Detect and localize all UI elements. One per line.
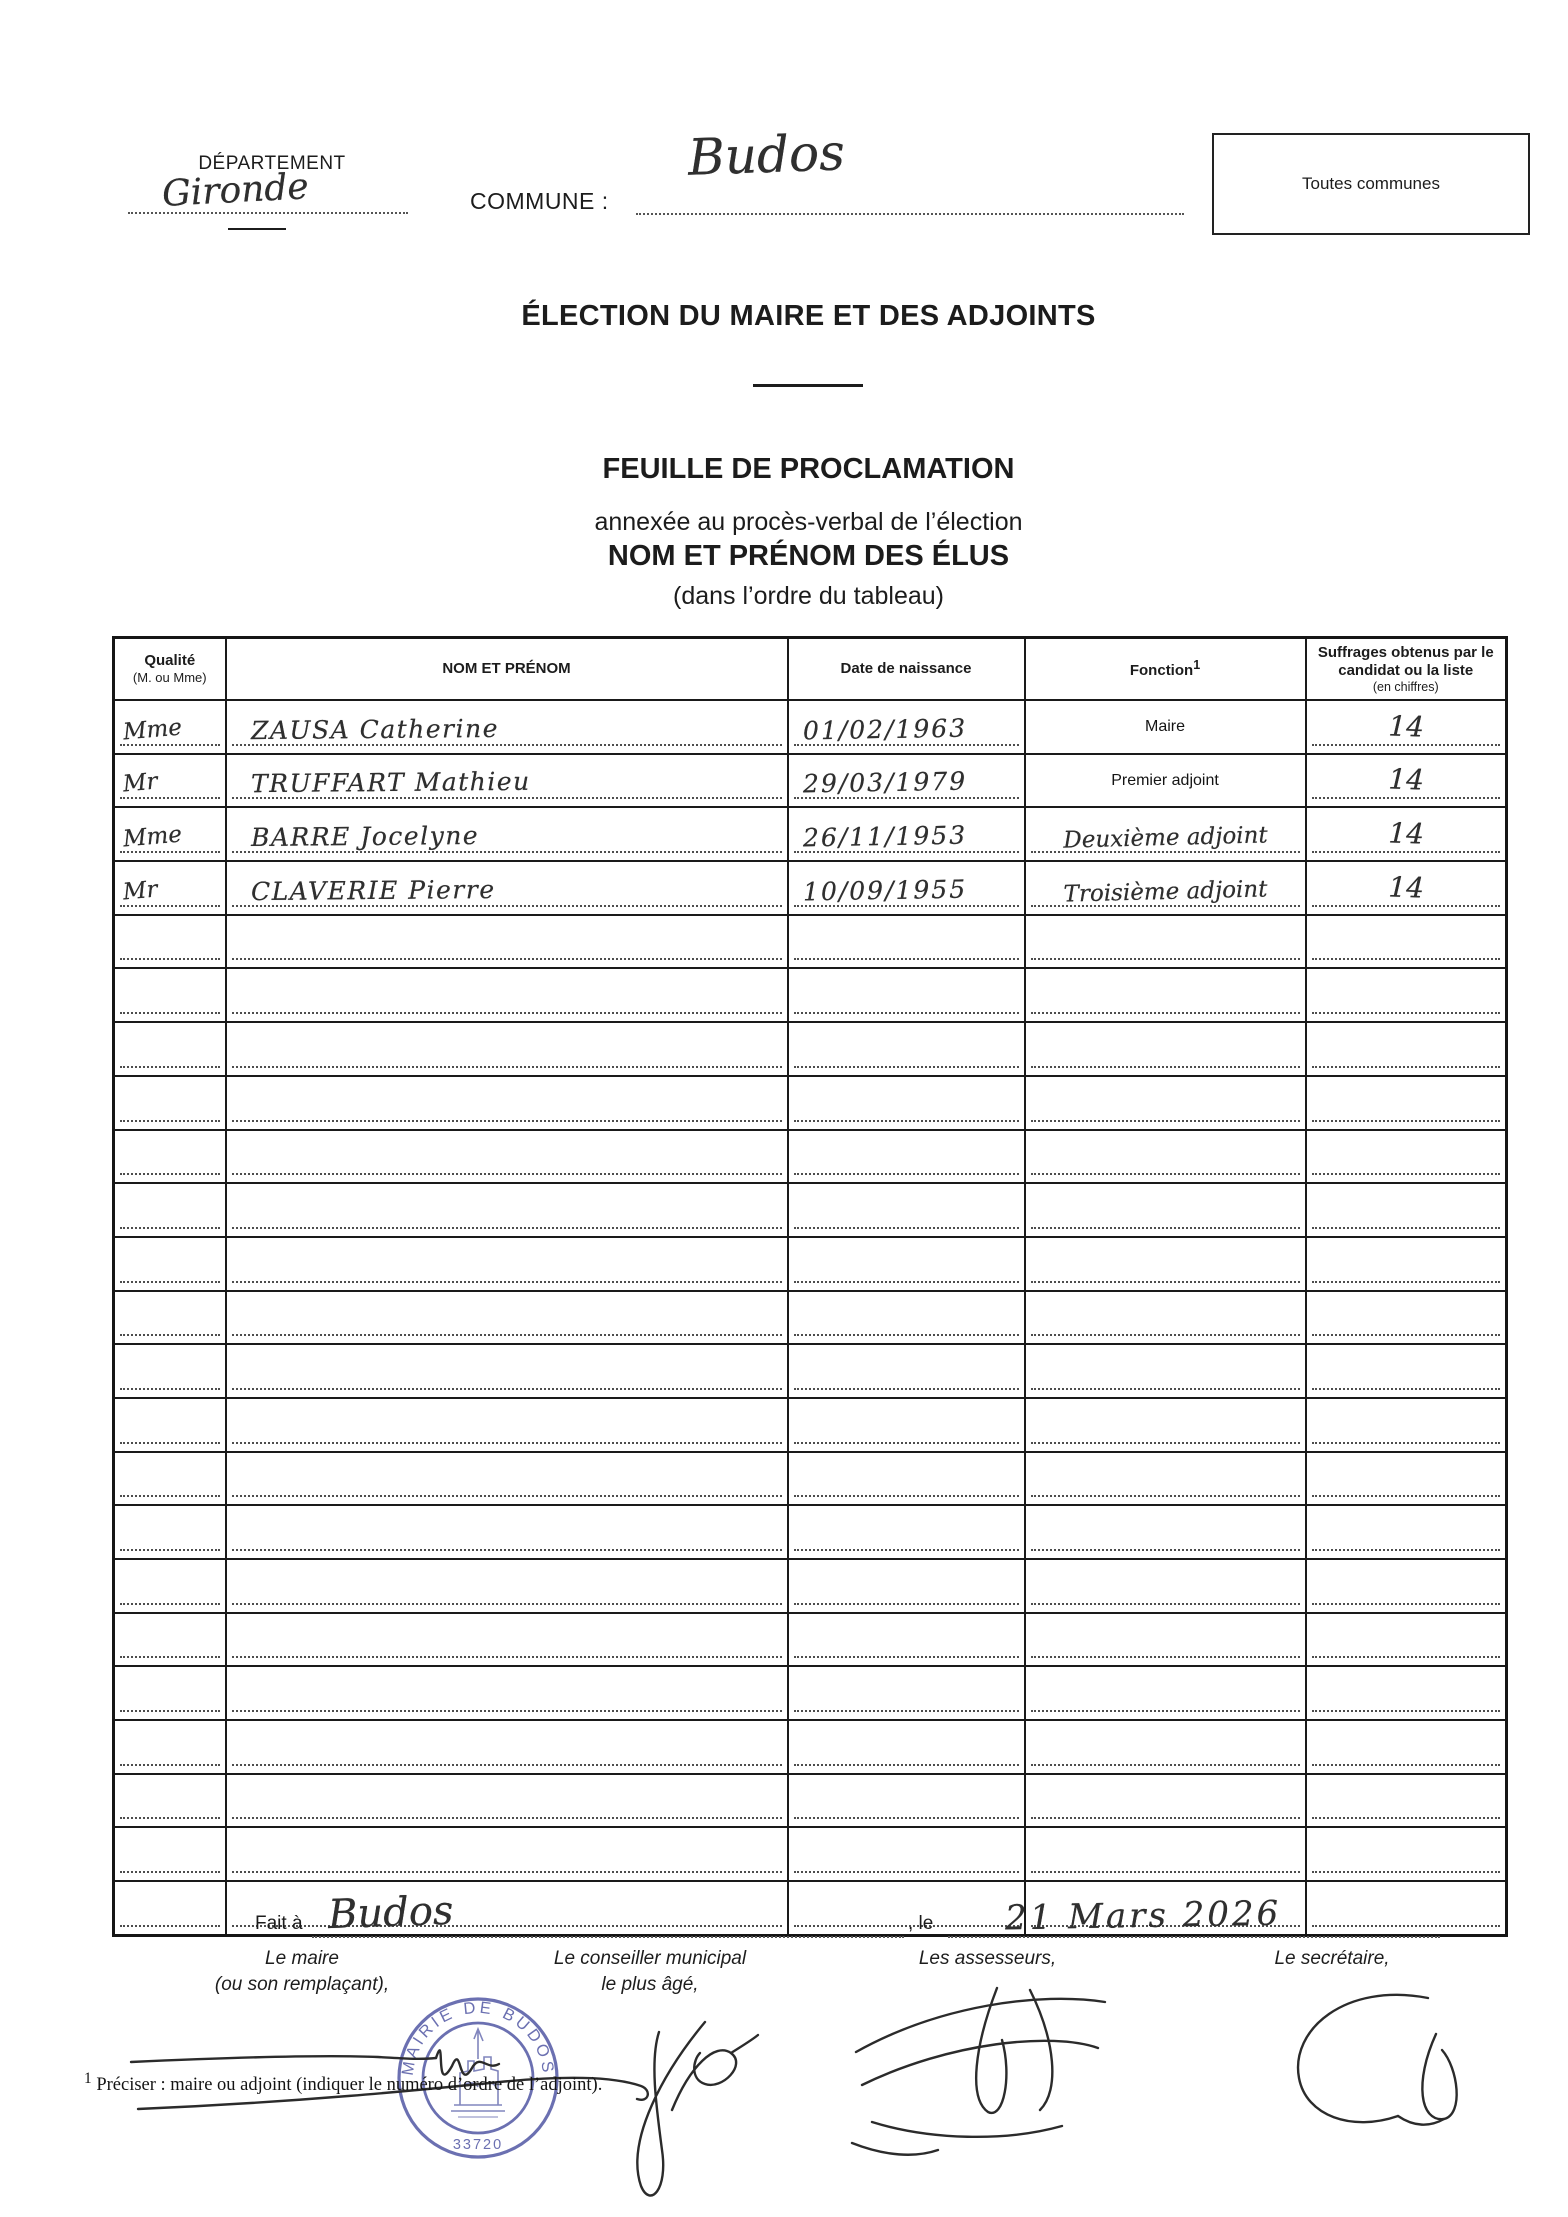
fonction-cell — [1025, 1666, 1306, 1720]
nom-cell — [226, 1398, 788, 1452]
dotted-entry-line — [794, 1871, 1019, 1873]
dotted-entry-line — [232, 1656, 782, 1658]
dotted-entry-line — [1312, 1817, 1501, 1819]
empty-table-row — [114, 1237, 1507, 1291]
sheet-title: FEUILLE DE PROCLAMATION — [602, 453, 1015, 485]
table-row — [114, 861, 1507, 915]
names-title: NOM ET PRÉNOM DES ÉLUS — [607, 540, 1010, 572]
dotted-entry-line — [1031, 1173, 1300, 1175]
qualite-cell — [114, 1774, 226, 1828]
handwritten-suffrages: 14 — [1387, 709, 1425, 744]
nom-cell — [226, 807, 788, 861]
naissance-cell — [788, 1774, 1025, 1828]
handwritten-naissance: 26/11/1953 — [802, 820, 967, 853]
qualite-cell — [114, 1076, 226, 1130]
dotted-entry-line — [232, 1871, 782, 1873]
nom-cell — [226, 1344, 788, 1398]
qualite-header-sub: (M. ou Mme) — [132, 670, 207, 686]
suffrages-cell — [1306, 1559, 1507, 1613]
printed-fonction: Premier adjoint — [1111, 771, 1219, 789]
fonction-cell — [1025, 807, 1306, 861]
suffrages-cell — [1306, 968, 1507, 1022]
qualite-cell — [114, 1452, 226, 1506]
handwritten-commune: Budos — [687, 123, 846, 187]
handwritten-naissance: 01/02/1963 — [802, 713, 967, 746]
dotted-entry-line — [794, 1549, 1019, 1551]
naissance-cell — [788, 1613, 1025, 1667]
qualite-cell — [114, 1881, 226, 1935]
dotted-entry-line — [232, 1227, 782, 1229]
suffrages-cell — [1306, 700, 1507, 754]
handwritten-fonction: Troisième adjoint — [1062, 876, 1268, 908]
nom-header: NOM ET PRÉNOM — [226, 638, 788, 701]
qualite-cell — [114, 1666, 226, 1720]
handwritten-suffrages: 14 — [1387, 762, 1425, 797]
suffrages-cell — [1306, 754, 1507, 808]
qualite-cell — [114, 861, 226, 915]
assesseurs-signatures — [852, 1988, 1105, 2155]
dotted-entry-line — [120, 1388, 220, 1390]
dotted-entry-line — [232, 1281, 782, 1283]
table-body — [114, 700, 1507, 1935]
handwritten-suffrages: 14 — [1387, 870, 1425, 905]
nom-cell — [226, 1827, 788, 1881]
dotted-entry-line — [120, 1495, 220, 1497]
dotted-entry-line — [232, 958, 782, 960]
dotted-entry-line — [1031, 958, 1300, 960]
dotted-entry-line — [794, 1442, 1019, 1444]
handwritten-nom: BARRE Jocelyne — [250, 821, 479, 853]
maire-signature-label — [196, 1946, 408, 1997]
maire-label-line1: Le maire — [265, 1948, 339, 1969]
nom-cell — [226, 1183, 788, 1237]
dotted-entry-line — [1031, 1334, 1300, 1336]
qualite-cell — [114, 1344, 226, 1398]
suffrages-cell — [1306, 1183, 1507, 1237]
empty-table-row — [114, 1076, 1507, 1130]
suffrages-cell — [1306, 807, 1507, 861]
handwritten-qualite: Mr — [121, 768, 159, 798]
dotted-entry-line — [794, 1334, 1019, 1336]
fonction-cell — [1025, 1183, 1306, 1237]
dotted-entry-line — [1312, 1710, 1501, 1712]
dotted-entry-line — [120, 1764, 220, 1766]
empty-table-row — [114, 1559, 1507, 1613]
suffrages-cell — [1306, 1291, 1507, 1345]
empty-table-row — [114, 1130, 1507, 1184]
empty-table-row — [114, 1505, 1507, 1559]
dotted-entry-line — [1031, 1012, 1300, 1014]
dotted-entry-line — [120, 1710, 220, 1712]
handwritten-qualite: Mme — [121, 714, 184, 746]
dotted-entry-line — [120, 1173, 220, 1175]
suffrages-cell — [1306, 1076, 1507, 1130]
naissance-cell — [788, 754, 1025, 808]
empty-table-row — [114, 915, 1507, 969]
toutes-communes-box — [1212, 133, 1530, 235]
suffrages-cell — [1306, 861, 1507, 915]
conseiller-label-line1: Le conseiller municipal — [553, 1948, 747, 1969]
dotted-entry-line — [120, 1656, 220, 1658]
printed-fonction: Maire — [1144, 717, 1185, 735]
secretaire-signature — [1298, 1995, 1457, 2125]
nom-cell — [226, 861, 788, 915]
empty-table-row — [114, 1291, 1507, 1345]
qualite-cell — [114, 1720, 226, 1774]
suffrages-cell — [1306, 1774, 1507, 1828]
naissance-cell — [788, 1505, 1025, 1559]
qualite-cell — [114, 1022, 226, 1076]
dotted-entry-line — [120, 1549, 220, 1551]
suffrages-cell — [1306, 1398, 1507, 1452]
qualite-cell — [114, 1130, 226, 1184]
dotted-entry-line — [120, 1012, 220, 1014]
dotted-entry-line — [120, 1227, 220, 1229]
naissance-cell — [788, 1344, 1025, 1398]
suffrages-cell — [1306, 1505, 1507, 1559]
suffrages-cell — [1306, 1237, 1507, 1291]
handwritten-fonction: Deuxième adjoint — [1062, 822, 1268, 854]
nom-cell — [226, 1076, 788, 1130]
dotted-entry-line — [120, 958, 220, 960]
suffrages-cell — [1306, 1130, 1507, 1184]
fonction-cell — [1025, 1827, 1306, 1881]
empty-table-row — [114, 1183, 1507, 1237]
dotted-entry-line — [794, 1710, 1019, 1712]
dotted-entry-line — [794, 1173, 1019, 1175]
handwritten-suffrages: 14 — [1387, 816, 1425, 851]
fonction-cell — [1025, 968, 1306, 1022]
nom-cell — [226, 1666, 788, 1720]
naissance-cell — [788, 1398, 1025, 1452]
suffrages-header — [1306, 638, 1507, 701]
naissance-cell — [788, 1130, 1025, 1184]
dotted-entry-line — [1031, 1120, 1300, 1122]
footnote — [84, 2070, 602, 2096]
dotted-entry-line — [1031, 1495, 1300, 1497]
dotted-entry-line — [120, 1281, 220, 1283]
nom-cell — [226, 915, 788, 969]
dotted-entry-line — [1312, 1764, 1501, 1766]
dotted-entry-line — [232, 797, 782, 799]
nom-cell — [226, 1452, 788, 1506]
qualite-cell — [114, 1237, 226, 1291]
dotted-entry-line — [1312, 1066, 1501, 1068]
fonction-cell — [1025, 1559, 1306, 1613]
dotted-entry-line — [232, 1120, 782, 1122]
dotted-entry-line — [1312, 1227, 1501, 1229]
naissance-cell — [788, 1827, 1025, 1881]
dotted-entry-line — [1312, 1549, 1501, 1551]
dotted-entry-line — [794, 1066, 1019, 1068]
empty-table-row — [114, 1344, 1507, 1398]
dotted-entry-line — [232, 1764, 782, 1766]
dotted-entry-line — [120, 1334, 220, 1336]
dotted-entry-line — [232, 1066, 782, 1068]
fonction-cell — [1025, 1505, 1306, 1559]
handwritten-date: 21 Mars 2026 — [1004, 1893, 1282, 1939]
dotted-entry-line — [794, 1281, 1019, 1283]
fonction-cell — [1025, 1237, 1306, 1291]
page-title: ÉLECTION DU MAIRE ET DES ADJOINTS — [521, 300, 1096, 332]
dotted-entry-line — [1031, 1871, 1300, 1873]
naissance-cell — [788, 1720, 1025, 1774]
naissance-cell — [788, 968, 1025, 1022]
qualite-cell — [114, 1827, 226, 1881]
fonction-cell — [1025, 1613, 1306, 1667]
nom-cell — [226, 1291, 788, 1345]
dotted-entry-line — [232, 1334, 782, 1336]
suffrages-cell — [1306, 1613, 1507, 1667]
dotted-entry-line — [794, 1227, 1019, 1229]
dotted-entry-line — [1312, 1495, 1501, 1497]
dotted-entry-line — [1312, 1281, 1501, 1283]
dotted-entry-line — [232, 1173, 782, 1175]
table-row — [114, 754, 1507, 808]
dotted-entry-line — [120, 1066, 220, 1068]
naissance-cell — [788, 1183, 1025, 1237]
qualite-header — [114, 638, 226, 701]
nom-cell — [226, 1720, 788, 1774]
dotted-entry-line — [120, 1120, 220, 1122]
dotted-entry-line — [1031, 1442, 1300, 1444]
fonction-cell — [1025, 1344, 1306, 1398]
suffrages-cell — [1306, 1666, 1507, 1720]
suffrages-cell — [1306, 915, 1507, 969]
dotted-entry-line — [120, 797, 220, 799]
nom-cell — [226, 1559, 788, 1613]
commune-label: COMMUNE : — [470, 188, 609, 214]
dotted-entry-line — [1031, 1549, 1300, 1551]
handwritten-nom: ZAUSA Catherine — [250, 713, 499, 745]
handwritten-naissance: 10/09/1955 — [802, 874, 967, 907]
suffrages-cell — [1306, 1344, 1507, 1398]
stamp-top-text: MAIRIE DE BUDOS — [398, 1998, 558, 2077]
dotted-entry-line — [120, 1871, 220, 1873]
empty-table-row — [114, 1452, 1507, 1506]
dotted-entry-line — [1312, 958, 1501, 960]
fonction-cell — [1025, 1452, 1306, 1506]
empty-table-row — [114, 1022, 1507, 1076]
fait-a-label: Fait à — [255, 1913, 303, 1934]
dotted-entry-line — [794, 1388, 1019, 1390]
dotted-entry-line — [120, 905, 220, 907]
fonction-header-label: Fonction — [1129, 662, 1194, 679]
handwritten-nom: CLAVERIE Pierre — [250, 874, 496, 906]
dotted-entry-line — [1312, 1012, 1501, 1014]
fonction-cell — [1025, 1720, 1306, 1774]
nom-cell — [226, 1022, 788, 1076]
secretaire-signature-label: Le secrétaire, — [1274, 1948, 1390, 1969]
dotted-entry-line — [232, 1012, 782, 1014]
handwritten-qualite: Mme — [121, 821, 184, 853]
empty-table-row — [114, 1666, 1507, 1720]
fonction-cell — [1025, 1076, 1306, 1130]
toutes-communes-label: Toutes communes — [1302, 174, 1440, 193]
dotted-entry-line — [1031, 1066, 1300, 1068]
qualite-header-label: Qualité — [144, 652, 196, 670]
dotted-entry-line — [232, 1495, 782, 1497]
empty-table-row — [114, 1398, 1507, 1452]
dotted-entry-line — [1031, 1227, 1300, 1229]
stamp-bottom-text: 33720 — [452, 2137, 504, 2153]
dotted-entry-line — [232, 1603, 782, 1605]
naissance-cell — [788, 1666, 1025, 1720]
names-subtitle: (dans l’ordre du tableau) — [673, 582, 944, 610]
suffrages-header-sub: (en chiffres) — [1372, 679, 1439, 694]
dotted-entry-line — [232, 1817, 782, 1819]
dotted-entry-line — [232, 1442, 782, 1444]
dotted-entry-line — [1031, 1764, 1300, 1766]
dotted-entry-line — [794, 1817, 1019, 1819]
dotted-entry-line — [232, 1388, 782, 1390]
elected-officials-table-wrap — [112, 636, 1508, 1937]
nom-cell — [226, 1505, 788, 1559]
dotted-entry-line — [1031, 1388, 1300, 1390]
qualite-cell — [114, 968, 226, 1022]
dotted-entry-line — [794, 958, 1019, 960]
footnote-ref: 1 — [84, 2070, 92, 2087]
dotted-entry-line — [794, 1495, 1019, 1497]
dotted-entry-line — [1312, 1173, 1501, 1175]
qualite-cell — [114, 754, 226, 808]
dotted-entry-line — [794, 1603, 1019, 1605]
handwritten-departement: Gironde — [161, 166, 310, 215]
nom-cell — [226, 1130, 788, 1184]
fonction-cell — [1025, 861, 1306, 915]
empty-table-row — [114, 1774, 1507, 1828]
naissance-cell — [788, 1076, 1025, 1130]
le-label: , le — [908, 1913, 934, 1934]
fonction-header — [1025, 638, 1306, 701]
naissance-cell — [788, 861, 1025, 915]
dotted-entry-line — [794, 1120, 1019, 1122]
conseiller-signature — [637, 2022, 758, 2195]
dotted-entry-line — [1312, 1120, 1501, 1122]
footnote-text: Préciser : maire ou adjoint (indiquer le numéro d’ordre de l’adjoint). — [96, 2075, 603, 2096]
nom-cell — [226, 1613, 788, 1667]
suffrages-cell — [1306, 1022, 1507, 1076]
dotted-entry-line — [1312, 1388, 1501, 1390]
empty-table-row — [114, 1720, 1507, 1774]
dotted-entry-line — [1312, 1871, 1501, 1873]
handwritten-fait-a-commune: Budos — [327, 1887, 455, 1939]
empty-table-row — [114, 1613, 1507, 1667]
assesseurs-signature-label: Les assesseurs, — [918, 1948, 1057, 1969]
suffrages-header-label: Suffrages obtenus par le candidat ou la liste — [1317, 643, 1494, 679]
fonction-cell — [1025, 1130, 1306, 1184]
qualite-cell — [114, 1613, 226, 1667]
dotted-entry-line — [1031, 1817, 1300, 1819]
dotted-entry-line — [120, 1442, 220, 1444]
table-row — [114, 807, 1507, 861]
empty-table-row — [114, 968, 1507, 1022]
naissance-cell — [788, 915, 1025, 969]
fonction-cell — [1025, 1291, 1306, 1345]
fonction-footnote-ref: 1 — [1193, 658, 1201, 672]
naissance-cell — [788, 1237, 1025, 1291]
dotted-entry-line — [794, 1764, 1019, 1766]
maire-label-line2: (ou son remplaçant), — [214, 1973, 390, 1995]
fonction-cell — [1025, 700, 1306, 754]
dotted-entry-line — [1031, 1603, 1300, 1605]
qualite-cell — [114, 700, 226, 754]
dotted-entry-line — [1312, 1603, 1501, 1605]
elected-officials-table — [112, 636, 1508, 1937]
dotted-entry-line — [1031, 1656, 1300, 1658]
nom-cell — [226, 700, 788, 754]
dotted-entry-line — [120, 1603, 220, 1605]
dotted-entry-line — [120, 1925, 220, 1927]
fonction-cell — [1025, 1774, 1306, 1828]
handwritten-nom: TRUFFART Mathieu — [250, 767, 531, 799]
suffrages-cell — [1306, 1452, 1507, 1506]
departement-underline — [228, 228, 286, 230]
dotted-entry-line — [794, 1012, 1019, 1014]
departement-label: DÉPARTEMENT — [198, 153, 346, 174]
dotted-entry-line — [794, 1656, 1019, 1658]
fonction-cell — [1025, 1022, 1306, 1076]
fonction-cell — [1025, 915, 1306, 969]
nom-cell — [226, 1774, 788, 1828]
nom-cell — [226, 1237, 788, 1291]
table-row — [114, 700, 1507, 754]
dotted-entry-line — [1031, 1281, 1300, 1283]
nom-cell — [226, 968, 788, 1022]
naissance-cell — [788, 1022, 1025, 1076]
dotted-entry-line — [120, 1817, 220, 1819]
handwritten-qualite: Mr — [121, 876, 159, 906]
conseiller-signature-label — [540, 1946, 760, 1997]
naissance-cell — [788, 700, 1025, 754]
handwritten-naissance: 29/03/1979 — [802, 766, 967, 799]
qualite-cell — [114, 1559, 226, 1613]
dotted-entry-line — [232, 1549, 782, 1551]
qualite-cell — [114, 1505, 226, 1559]
naissance-header: Date de naissance — [788, 638, 1025, 701]
fonction-cell — [1025, 1398, 1306, 1452]
qualite-cell — [114, 1291, 226, 1345]
table-header-row — [114, 638, 1507, 701]
suffrages-cell — [1306, 1720, 1507, 1774]
naissance-cell — [788, 1291, 1025, 1345]
qualite-cell — [114, 807, 226, 861]
suffrages-cell — [1306, 1827, 1507, 1881]
dotted-entry-line — [1312, 1656, 1501, 1658]
nom-cell — [226, 754, 788, 808]
qualite-cell — [114, 1183, 226, 1237]
qualite-cell — [114, 1398, 226, 1452]
qualite-cell — [114, 915, 226, 969]
dotted-entry-line — [1312, 1442, 1501, 1444]
dotted-entry-line — [232, 1710, 782, 1712]
naissance-cell — [788, 1559, 1025, 1613]
fonction-cell — [1025, 754, 1306, 808]
dotted-entry-line — [1312, 1334, 1501, 1336]
title-rule — [753, 384, 863, 387]
naissance-cell — [788, 807, 1025, 861]
sheet-subtitle: annexée au procès-verbal de l’élection — [594, 508, 1023, 536]
naissance-cell — [788, 1452, 1025, 1506]
dotted-entry-line — [1031, 1710, 1300, 1712]
conseiller-label-line2: le plus âgé, — [601, 1973, 699, 1995]
empty-table-row — [114, 1827, 1507, 1881]
